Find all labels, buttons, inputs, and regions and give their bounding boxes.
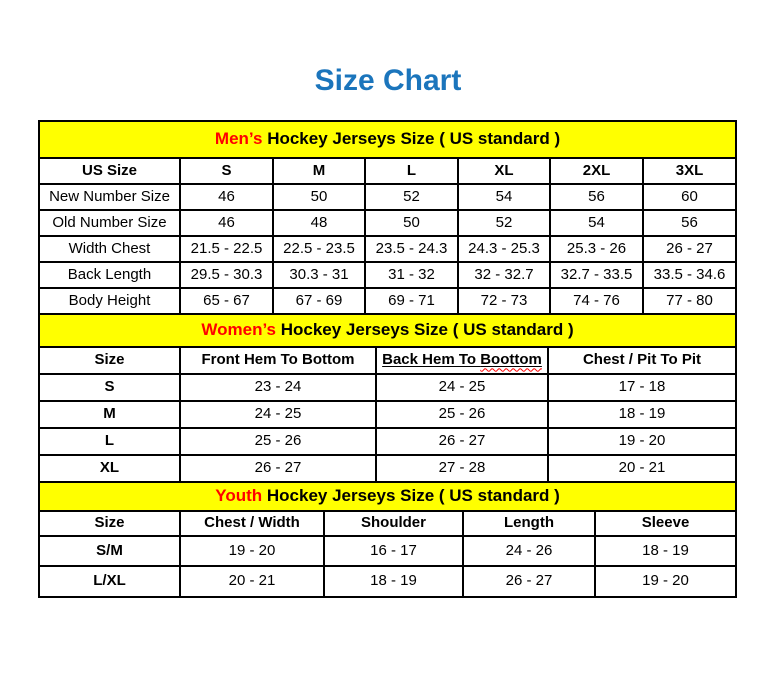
cell: 20 - 21 xyxy=(548,455,736,482)
table-row xyxy=(39,566,736,597)
mens-col-3xl: 3XL xyxy=(643,158,736,184)
cell: 17 - 18 xyxy=(548,374,736,401)
cell: 46 xyxy=(180,184,273,210)
cell: 18 - 19 xyxy=(324,566,463,597)
cell: 50 xyxy=(273,184,365,210)
cell: 30.3 - 31 xyxy=(273,262,365,288)
cell: 60 xyxy=(643,184,736,210)
womens-row-label: L xyxy=(39,428,180,455)
womens-row-label: XL xyxy=(39,455,180,482)
womens-banner-highlight: Women’s xyxy=(201,320,276,340)
mens-row-label: Back Length xyxy=(39,262,180,288)
cell: 65 - 67 xyxy=(180,288,273,314)
mens-header-row xyxy=(39,158,736,184)
cell: 77 - 80 xyxy=(643,288,736,314)
cell: 24 - 26 xyxy=(463,536,595,566)
cell: 50 xyxy=(365,210,458,236)
cell: 52 xyxy=(365,184,458,210)
womens-size-table xyxy=(38,313,737,483)
table-row xyxy=(39,288,736,314)
cell: 52 xyxy=(458,210,550,236)
table-row xyxy=(39,262,736,288)
womens-header-row xyxy=(39,347,736,374)
cell: 19 - 20 xyxy=(180,536,324,566)
cell: 48 xyxy=(273,210,365,236)
cell: 67 - 69 xyxy=(273,288,365,314)
table-row xyxy=(39,374,736,401)
womens-banner-text: Hockey Jerseys Size ( US standard ) xyxy=(276,320,574,340)
mens-size-table xyxy=(38,120,737,315)
mens-row-label: Width Chest xyxy=(39,236,180,262)
womens-row-label: M xyxy=(39,401,180,428)
womens-col-size: Size xyxy=(39,347,180,374)
back-hem-label-prefix: Back Hem To xyxy=(382,351,481,369)
cell: 72 - 73 xyxy=(458,288,550,314)
youth-col-size: Size xyxy=(39,511,180,536)
mens-col-us-size: US Size xyxy=(39,158,180,184)
cell: 18 - 19 xyxy=(548,401,736,428)
cell: 32 - 32.7 xyxy=(458,262,550,288)
table-row xyxy=(39,536,736,566)
cell: 54 xyxy=(458,184,550,210)
mens-col-2xl: 2XL xyxy=(550,158,643,184)
cell: 20 - 21 xyxy=(180,566,324,597)
mens-banner-row xyxy=(39,121,736,158)
mens-col-s: S xyxy=(180,158,273,184)
cell: 18 - 19 xyxy=(595,536,736,566)
mens-col-m: M xyxy=(273,158,365,184)
cell: 25.3 - 26 xyxy=(550,236,643,262)
womens-banner xyxy=(39,314,736,347)
womens-col-chest: Chest / Pit To Pit xyxy=(548,347,736,374)
mens-banner-highlight: Men’s xyxy=(214,129,263,149)
cell: 25 - 26 xyxy=(180,428,376,455)
cell: 69 - 71 xyxy=(365,288,458,314)
youth-col-length: Length xyxy=(463,511,595,536)
cell: 22.5 - 23.5 xyxy=(273,236,365,262)
mens-banner-text: Hockey Jerseys Size ( US standard ) xyxy=(262,129,561,149)
table-row xyxy=(39,236,736,262)
cell: 56 xyxy=(643,210,736,236)
table-row xyxy=(39,184,736,210)
cell: 21.5 - 22.5 xyxy=(180,236,273,262)
cell: 19 - 20 xyxy=(595,566,736,597)
cell: 27 - 28 xyxy=(376,455,548,482)
youth-col-chest-width: Chest / Width xyxy=(180,511,324,536)
youth-banner-text: Hockey Jerseys Size ( US standard ) xyxy=(262,486,560,506)
cell: 16 - 17 xyxy=(324,536,463,566)
cell: 23.5 - 24.3 xyxy=(365,236,458,262)
cell: 26 - 27 xyxy=(463,566,595,597)
back-hem-misspelled-word: Boottom xyxy=(480,351,542,369)
table-row xyxy=(39,455,736,482)
mens-col-l: L xyxy=(365,158,458,184)
cell: 26 - 27 xyxy=(376,428,548,455)
womens-col-front-hem: Front Hem To Bottom xyxy=(180,347,376,374)
womens-col-back-hem xyxy=(376,347,548,374)
cell: 24 - 25 xyxy=(376,374,548,401)
youth-banner-row xyxy=(39,482,736,511)
cell: 74 - 76 xyxy=(550,288,643,314)
womens-row-label: S xyxy=(39,374,180,401)
table-row xyxy=(39,428,736,455)
youth-row-label: S/M xyxy=(39,536,180,566)
youth-col-sleeve: Sleeve xyxy=(595,511,736,536)
cell: 24.3 - 25.3 xyxy=(458,236,550,262)
table-row xyxy=(39,210,736,236)
cell: 54 xyxy=(550,210,643,236)
cell: 46 xyxy=(180,210,273,236)
cell: 19 - 20 xyxy=(548,428,736,455)
page-title: Size Chart xyxy=(314,64,462,97)
cell: 56 xyxy=(550,184,643,210)
youth-banner-highlight: Youth xyxy=(215,486,263,506)
size-chart xyxy=(38,120,735,598)
youth-banner xyxy=(39,482,736,511)
cell: 33.5 - 34.6 xyxy=(643,262,736,288)
mens-row-label: New Number Size xyxy=(39,184,180,210)
mens-row-label: Body Height xyxy=(39,288,180,314)
cell: 23 - 24 xyxy=(180,374,376,401)
cell: 24 - 25 xyxy=(180,401,376,428)
mens-banner xyxy=(39,121,736,158)
cell: 26 - 27 xyxy=(643,236,736,262)
youth-size-table xyxy=(38,481,737,598)
cell: 26 - 27 xyxy=(180,455,376,482)
youth-col-shoulder: Shoulder xyxy=(324,511,463,536)
mens-col-xl: XL xyxy=(458,158,550,184)
cell: 31 - 32 xyxy=(365,262,458,288)
womens-banner-row xyxy=(39,314,736,347)
youth-header-row xyxy=(39,511,736,536)
youth-row-label: L/XL xyxy=(39,566,180,597)
mens-row-label: Old Number Size xyxy=(39,210,180,236)
cell: 29.5 - 30.3 xyxy=(180,262,273,288)
table-row xyxy=(39,401,736,428)
cell: 25 - 26 xyxy=(376,401,548,428)
cell: 32.7 - 33.5 xyxy=(550,262,643,288)
